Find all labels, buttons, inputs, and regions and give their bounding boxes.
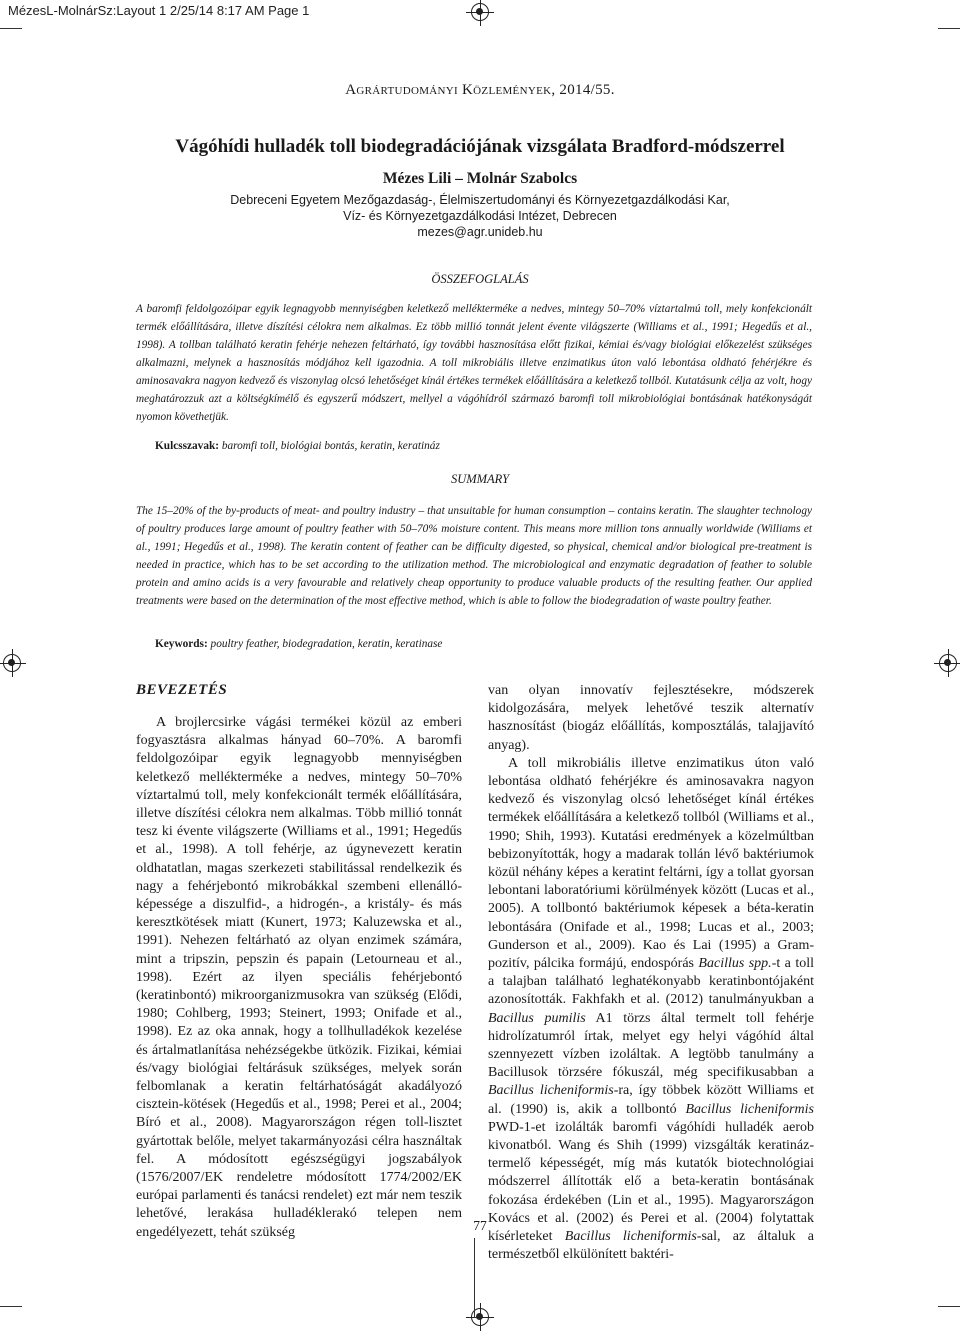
authors: Mézes Lili – Molnár Szabolcs [382, 170, 578, 187]
text-run: -sal, az általuk a természetből elkülönített baktéri- [488, 1229, 814, 1263]
abstract-heading: ÖSSZEFOGLALÁS [431, 272, 529, 286]
affiliation [0, 192, 960, 240]
journal-title: Agrártudományi Közlemények, 2014/55. [345, 82, 615, 98]
print-slug: MézesL-MolnárSz:Layout 1 2/25/14 8:17 AM Page 1 [8, 3, 310, 18]
registration-mark-icon [3, 654, 21, 672]
keywords-label: Keywords: [155, 638, 208, 650]
paragraph: van olyan innovatív fejlesztésekre, módszerek kidolgozására, melyek lehetővé teszik alternatív hasznosítást (biogáz előállítás, komposztálás, talajjavító anyag). [488, 683, 814, 753]
summary-text: The 15–20% of the by-products of meat- and poultry industry – that unsuitable for human consumption – contains keratin. The slaughter technology of poultry produces large amount of poultry feather with 50–70% moisture content. This means more million tons annually worldwide (Williams et al., 1991; Hegedűs et al., 1998). The keratin content of feather can be difficulty digested, so physical, chemical and/or biological pre-treatment is needed in practice, which has to be set according to the utilization method. The microbiological and enzymatic degradation of feather to soluble protein and amino acids is a very favourable and relatively cheap opportunity to produce valuable products of the resulting feather. Our applied treatments were based on the determination of the most effective method, which is able to follow the biodegradation of waste poultry feather. [136, 505, 812, 607]
text-run: -ra, így többek között Williams et al. (1990) is, akik a tollbontó [488, 1083, 815, 1117]
center-rule [474, 1238, 475, 1318]
crop-mark [0, 28, 22, 29]
keywords-label: Kulcsszavak: [155, 440, 220, 452]
text-run: A toll mikrobiális illetve enzimatikus úton való lebontása oldható fehérjékre és aminosavakra nagyon kedvező és viszonylag olcsó lehetőséget kínál értékes termékek előállítására a keletkező tollból (Williams et al., 1990; Shih, 1993). Kutatási eredmények a közelmúltban bebizonyították, hogy a madarak tollán lévő baktériumok közül néhány képes a keratint feltárni, így a tollat gyorsan lebontani laboratóriumi körülmények között (Lucas et al., 2005). A tollbontó baktériumok képesek a béta-keratin lebontására (Onifade et al., 1998; Lucas et al., 2003; Gunderson et al., 2009). Kao és Lai (1995) a Gram-pozitív, pálcika formájú, endospórás [488, 755, 814, 972]
species-name: Bacillus licheniformis [685, 1101, 814, 1117]
section-heading: BEVEZETÉS [136, 682, 228, 698]
text-run: PWD-1-et izolálták baromfi vágóhídi hulladék aerob kivonatból. Wang és Shih (1999) vizsgálták keratináz-termelő képességét, míg más kutatók biotechnológiai módszerrel állították elő a beta-keratin bontásának fokozása érdekében (Lin et al., 1995). Magyarországon Kovács et al. (2002) és Perei et al. (2004) folytattak kísérleteket [488, 1119, 814, 1245]
author-email: mezes@agr.unideb.hu [417, 225, 543, 239]
text-run: A1 törzs által termelt toll fehérje hidrolízatumról írtak, melyet egy helyi vágóhíd által szennyezett vízben izoláltak. A legtöbb tanulmány a Bacillusok törzsére fókuszál, még specifikusabban a [488, 1010, 814, 1081]
species-name: Bacillus licheniformis [564, 1229, 697, 1245]
paragraph: A brojlercsirke vágási termékei közül az emberi fogyasztásra alkalmas hányad 60–70%. A baromfi feldolgozóipar egyik legnagyobb mennyiségben keletkező mellékterméke a nedves, mintegy 50–70% víztartalmú toll, mely konfekcionált termék előállítására, illetve díszítési célokra nem alkalmas. Több millió tonnát tesz ki évente világszerte (Williams et al., 1991; Hegedűs et al., 1998). A toll fehérje, az úgynevezett keratin oldhatatlan, magas szerkezeti stabilitással rendelkezik és nagy a fehérjebontó mikrobákkal szembeni ellenálló-képessége a diszulfid-, a hidrogén-, a kristály- és más keresztkötések miatt (Kunert, 1973; Kaluzewska et al., 1991). Nehezen feltárható az olyan enzimek számára, mint a tripszin, pepszin és papain (Letourneau et al., 1998). Ezért az ilyen speciális fehérjebontó (keratinbontó) mikroorganizmusokra van szükség (Elődi, 1980; Cohlberg, 1993; Steinert, 1993; Onifade et al., 1998). Ez az oka annak, hogy a tollhulladékok kezelése és ártalmatlanítása nehézségekbe ütközik. Fizikai, kémiai és/vagy biológiai feltárásuk szükséges, melyek során felbomlanak a keratin feltárhatóságát akadályozó cisztein-kötések (Hegedűs et al., 1998; Perei et al., 2004; Bíró et al., 2008). Magyarországon régen toll-lisztet gyártottak belőle, melyet takarmányozási célra használtak fel. A módosított egészségügyi jogszabályok (1576/2007/EK rendeletre módosított 1774/2002/EK európai parlamenti és tanácsi rendelet) ezt már nem teszik lehetővé, lerakása hulladéklerakó telepen nem engedélyezett, tehát szükség [136, 715, 462, 1240]
summary-heading: SUMMARY [450, 472, 510, 486]
species-name: Bacillus spp. [698, 956, 772, 972]
column-right [488, 682, 814, 1265]
crop-mark [0, 1306, 22, 1307]
keywords-hu [155, 440, 440, 452]
species-name: Bacillus pumilis [488, 1010, 586, 1026]
registration-mark-icon [939, 654, 957, 672]
text-run: -t a toll a talajban található leghatékonyabb keratinbontójaként azonosították. Fakhfakh et al. (2012) tanulmányukban a [488, 956, 814, 1008]
abstract-text: A baromfi feldolgozóipar egyik legnagyobb mennyiségben keletkező mellékterméke a nedves, mintegy 50–70% víztartalmú toll, mely konfekcionált termék előállítására, illetve díszítési célokra nem alkalmas. Ez több millió tonnát jelent évente világszerte (Williams et al., 1991; Hegedűs et al., 1998). A tollban található keratin fehérje nehezen feltárható, így további hasznosítása előtt fizikai, kémiai és/vagy biológiai előkezelést szükséges alkalmazni, melynek a hasznosítás módjához kell igazodnia. A toll mikrobiális illetve enzimatikus úton való lebontása oldható fehérjékre és aminosavakra nagyon kedvező és viszonylag olcsó lehetőséget kínál értékes termékek előállítására a keletkező tollból. Kutatásunk célja az volt, hogy meghatározzuk azt a költségkímélő és egyszerű módszert, mellyel a vágóhídról származó baromfi toll mikrobiológiai bontásának hatékonyságát nyomon követhetjük. [136, 303, 812, 423]
registration-mark-icon [471, 3, 489, 21]
keywords-list: baromfi toll, biológiai bontás, keratin, keratináz [219, 440, 440, 452]
page-number: 77 [473, 1218, 487, 1233]
keywords-en [155, 638, 442, 650]
article-title: Vágóhídi hulladék toll biodegradációjának vizsgálata Bradford-módszerrel [175, 136, 785, 157]
keywords-list: poultry feather, biodegradation, keratin, keratinase [207, 638, 443, 650]
species-name: Bacillus licheniformis [488, 1083, 614, 1099]
crop-mark [938, 28, 960, 29]
crop-mark [938, 1306, 960, 1307]
journal-header [0, 82, 960, 99]
affiliation-line: Debreceni Egyetem Mezőgazdaság-, Élelmiszertudományi és Környezetgazdálkodási Kar, [230, 193, 730, 207]
column-left [136, 714, 462, 1242]
paragraph [488, 755, 814, 1265]
affiliation-line: Víz- és Környezetgazdálkodási Intézet, Debrecen [343, 209, 617, 223]
